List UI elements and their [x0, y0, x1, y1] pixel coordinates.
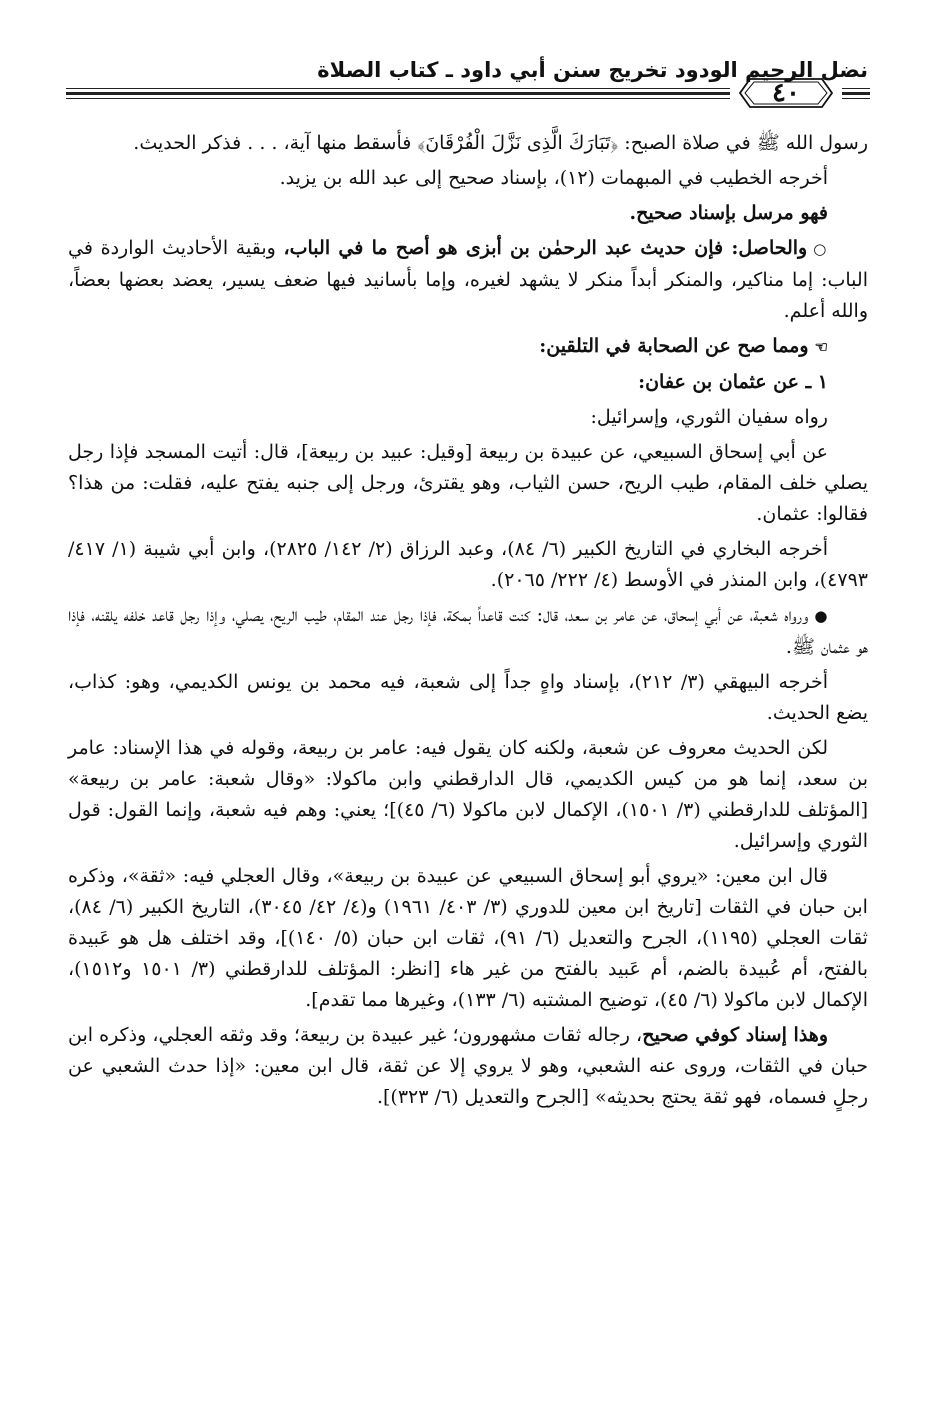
paragraph-9: أخرجه البخاري في التاريخ الكبير (٦/ ٨٤)، وعبد الرزاق (٢/ ١٤٢/ ٢٨٢٥)، وابن أبي شيبة (١/ ٤١٧/ ٤٧٩٣)، وابن المنذر في الأوسط (٤/ ٢٢٢/ ٢٠٦٥). — [68, 538, 868, 591]
paragraph-10: ●ورواه شعبة، عن أبي إسحاق، عن عامر بن سعد، قال: كنت قاعداً بمكة، فإذا رجل عند المقام، طيب الريح، يصلي، وإذا رجل قاعد خلفه يلقنه، فإذا هو عثمان ﷺ. — [68, 604, 868, 658]
filled-bullet-icon: ● — [814, 607, 829, 625]
circle-bullet-icon: ○ — [813, 240, 828, 258]
paragraph-2: أخرجه الخطيب في المبهمات (١٢)، بإسناد صحيح إلى عبد الله بن يزيد. — [279, 167, 828, 189]
page-number-badge — [738, 76, 834, 110]
running-header-title: نضل الرحيم الودود تخريج سنن أبي داود ـ كتاب الصلاة — [317, 58, 868, 82]
header-rule-right-bottom — [842, 98, 870, 99]
header-rule-bottom — [66, 98, 730, 99]
header-rule-top — [66, 88, 730, 89]
paragraph-12: لكن الحديث معروف عن شعبة، ولكنه كان يقول فيه: عامر بن ربيعة، وقوله في هذا الإسناد: عامر بن سعد، إنما هو من كيس الكديمي، قال الدارقطني وابن ماكولا: «وقال شعبة: عامر بن ربيعة» [المؤتلف للدارقطني (٣/ ١٥٠١)، الإكمال لابن ماكولا (٦/ ٤٥)]؛ يعني: وهم فيه شعبة، وإنما القول: قول الثوري وإسرائيل. — [68, 737, 868, 852]
paragraph-6: ١ ـ عن عثمان بن عفان: — [638, 371, 828, 393]
paragraph-4: ○والحاصل: فإن حديث عبد الرحمٰن بن أبزى هو أصح ما في الباب، وبقية الأحاديث الواردة في الباب: إما مناكير، والمنكر أبداً منكر لا يشهد لغيره، وإما بأسانيد فيها ضعف يسير، يعضد بعضها بعضاً، والله أعلم. — [68, 237, 868, 322]
body-text — [68, 128, 868, 1117]
paragraph-8: عن أبي إسحاق السبيعي، عن عبيدة بن ربيعة [وقيل: عبيد بن ربيعة]، قال: أتيت المسجد فإذا رجل يصلي خلف المقام، طيب الريح، حسن الثياب، وهو يقترئ، ورجل إلى جنبه يفتح عليه، فقلت: من هذا؟ فقالوا: عثمان. — [68, 441, 868, 525]
header-rule-middle — [66, 92, 730, 95]
header-rule-right-top — [842, 88, 870, 89]
paragraph-13: قال ابن معين: «يروي أبو إسحاق السبيعي عن عبيدة بن ربيعة»، وقال العجلي فيه: «ثقة»، وذكره ابن حبان في الثقات [تاريخ ابن معين للدوري (٣/ ٤٠٣/ ١٩٦١) و(٤/ ٤٢/ ٣٠٤٥)، التاريخ الكبير (٦/ ٨٤)، ثقات العجلي (١١٩٥)، الجرح والتعديل (٦/ ٩١)، ثقات ابن حبان (٥/ ١٤٠)]، وقد اختلف هل هو عَبيدة بالفتح، أم عُبيدة بالضم، أم عَبيد بالفتح من غير هاء [انظر: المؤتلف للدارقطني (٣/ ١٥٠١ و١٥١٢)، الإكمال لابن ماكولا (٦/ ٤٥)، توضيح المشتبه (٦/ ١٣٣)، وغيرها مما تقدم]. — [68, 865, 868, 1011]
paragraph-11: أخرجه البيهقي (٣/ ٢١٢)، بإسناد واهٍ جداً إلى شعبة، فيه محمد بن يونس الكديمي، وهو: كذاب، يضع الحديث. — [68, 671, 868, 724]
paragraph-5: ☜ومما صح عن الصحابة في التلقين: — [539, 335, 828, 357]
paragraph-7: رواه سفيان الثوري، وإسرائيل: — [590, 406, 828, 428]
header-rule-right-middle — [842, 92, 870, 95]
paragraph-1: رسول الله ﷺ في صلاة الصبح: ﴿تَبَارَكَ الَّذِى نَزَّلَ الْفُرْقَانَ﴾ فأسقط منها آية، . . . فذكر الحديث. — [133, 132, 868, 154]
page-number: ٤٠ — [772, 78, 800, 108]
paragraph-14: وهذا إسناد كوفي صحيح، رجاله ثقات مشهورون؛ غير عبيدة بن ربيعة؛ وقد وثقه العجلي، وذكره ابن حبان في الثقات، وروى عنه الشعبي، وهو لا يروي إلا عن ثقة، قال ابن معين: «إذا حدث الشعبي عن رجلٍ فسماه، فهو ثقة يحتج بحديثه» [الجرح والتعديل (٦/ ٣٢٣)]. — [68, 1024, 868, 1108]
pointing-hand-icon: ☜ — [814, 338, 828, 356]
paragraph-3: فهو مرسل بإسناد صحيح. — [629, 202, 828, 224]
